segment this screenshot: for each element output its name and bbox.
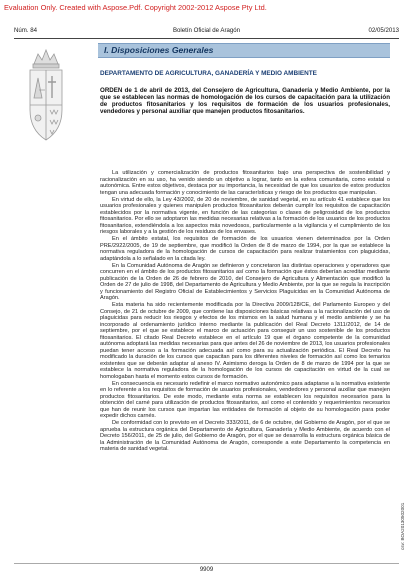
issue-number: Núm. 84 bbox=[14, 27, 38, 34]
paragraph: Esta materia ha sido recientemente modificada por la Directiva 2009/128/CE, del Parlamento Europeo y del Consejo, de 21 de octubre de 2009, que contiene las disposiciones básicas relativas a la racionalización del uso de plaguicidas para reducir los riesgos y efectos de los mismos en la salud humana y el medio ambiente y se ha incorporado al ordenamiento jurídico interno mediante la publicación del Real Decreto 1311/2012, de 14 de septiembre, por el que se establece el marco de actuación para conseguir un uso sostenible de los productos fitosanitarios. El citado Real Decreto establece en el artículo 19 que el órgano competente de la comunidad autónoma adoptará las medidas necesarias para que antes del 26 de noviembre de 2013, los usuarios profesionales puedan tener acceso a la formación adecuada así como para su actualización periódica. El Real Decreto ha modificado la duración de los cursos que capacitan para los diferentes niveles de formación así como los temarios existentes que se deberán adaptar al anexo IV. Asimismo deroga la Orden de 8 de marzo de 1994 por la que se establece la normativa reguladora de la homologación de los cursos de capacitación en virtud de la cual se homologaban hasta el momento estos cursos de formación. bbox=[100, 302, 390, 380]
page-number: 9909 bbox=[199, 567, 214, 573]
paragraph: En consecuencia es necesario redefinir el marco normativo autonómico para adaptarse a la normativa existente en lo referente a los requisitos de formación de usuarios profesionales, vendedores y personal auxiliar que manejen productos fitosanitarios. De este modo, mediante esta norma se establecen los requisitos necesarios para la obtención del carné para utilización de productos fitosanitarios, así como el contenido y requerimientos necesarios que han de reunir los cursos que impartan las entidades de formación al objeto de su homologación para poder expedir dichos carnés. bbox=[100, 380, 390, 419]
bulletin-title: Boletín Oficial de Aragón bbox=[172, 27, 241, 34]
coat-of-arms-icon bbox=[24, 48, 68, 154]
paragraph: En virtud de ello, la Ley 43/2002, de 20 de noviembre, de sanidad vegetal, en su artículo 41 establece que los usuarios profesionales y quienes manipulen productos fitosanitarios deberán cumplir los requisitos de capacitación establecidos por la normativa vigente, en función de las categorías o clases de peligrosidad de los productos fitosanitarios. Por ello se adoptaron las medidas necesarias relativas a la formación de los usuarios de los productos fitosanitarios, extendiéndola a los aspectos más novedosos, particularmente a la vigilancia y el cumplimiento de los riesgos laborales y a la gestión de los residuos de los envases. bbox=[100, 196, 390, 235]
department-title: DEPARTAMENTO DE AGRICULTURA, GANADERÍA Y MEDIO AMBIENTE bbox=[100, 70, 317, 77]
watermark-text: Evaluation Only. Created with Aspose.Pdf. Copyright 2002-2012 Aspose Pty Ltd. bbox=[4, 3, 267, 12]
issue-date: 02/05/2013 bbox=[368, 27, 399, 34]
section-heading: I. Disposiciones Generales bbox=[104, 45, 214, 55]
section-heading-bar bbox=[98, 43, 390, 58]
paragraph: De conformidad con lo previsto en el Decreto 333/2011, de 6 de octubre, del Gobierno de Aragón, por el que se aprueba la estructura orgánica del Departamento de Agricultura, Ganadería y Medio Ambiente, de acuerdo con el Decreto 156/2011, de 25 de julio, del Gobierno de Aragón, por el que se desarrolla la estructura orgánica básica de la Administración de la Comunidad Autónoma de Aragón, corresponde a este Departamento la competencia en materia de sanidad vegetal. bbox=[100, 420, 390, 452]
csv-code-text: csv: BOA20130502001 bbox=[400, 502, 405, 550]
paragraph: La utilización y comercialización de productos fitosanitarios bajo una perspectiva de sostenibilidad y racionalización en su uso, ha venido siendo un objetivo a lograr, tanto en la esfera comunitaria, como estatal o autonómica. Entre estos objetivos, destaca por su importancia, la necesidad de que los usuarios de estos productos tengan una adecuada formación y conocimiento de las características y riesgo de los productos que manipulan. bbox=[100, 170, 390, 196]
footer-rule bbox=[14, 563, 399, 564]
header-rule bbox=[14, 38, 399, 39]
paragraph: En el ámbito estatal, los requisitos de formación de los usuarios vienen determinados por la Orden PRE/2922/2005, de 19 de septiembre, que modificó la Orden de 8 de marzo de 1994, por la que se establece la normativa reguladora de la homologación de cursos de capacitación para realizar tratamientos con plaguicidas, adaptándola a lo señalado en la citada ley. bbox=[100, 236, 390, 262]
paragraph: En la Comunidad Autónoma de Aragón se definieron y concretaron las distintas operaciones y operadores que concurren en el ámbito de los productos fitosanitarios así como la formación que éstos deberían acreditar mediante publicación de la Orden de 26 de febrero de 2010, del Consejero de Agricultura y Alimentación que modificó la Orden de 27 de julio de 1998, del Departamento de Agricultura y Medio Ambiente, por la que se regula la inscripción y funcionamiento del Registro Oficial de Establecimientos y Servicios Plaguicidas en la Comunidad Autónoma de Aragón. bbox=[100, 262, 390, 301]
order-title: ORDEN de 1 de abril de 2013, del Consejero de Agricultura, Ganadería y Medio Ambiente, por la que se establecen las normas de homologación de los cursos de capacitación para la utilización de productos fitosanitarios y los requisitos de formación de los usuarios profesionales, vendedores y personal auxiliar que manejen productos fitosanitarios. bbox=[100, 87, 390, 116]
csv-code bbox=[400, 430, 408, 550]
body-text bbox=[100, 170, 390, 453]
page-header bbox=[14, 27, 399, 37]
